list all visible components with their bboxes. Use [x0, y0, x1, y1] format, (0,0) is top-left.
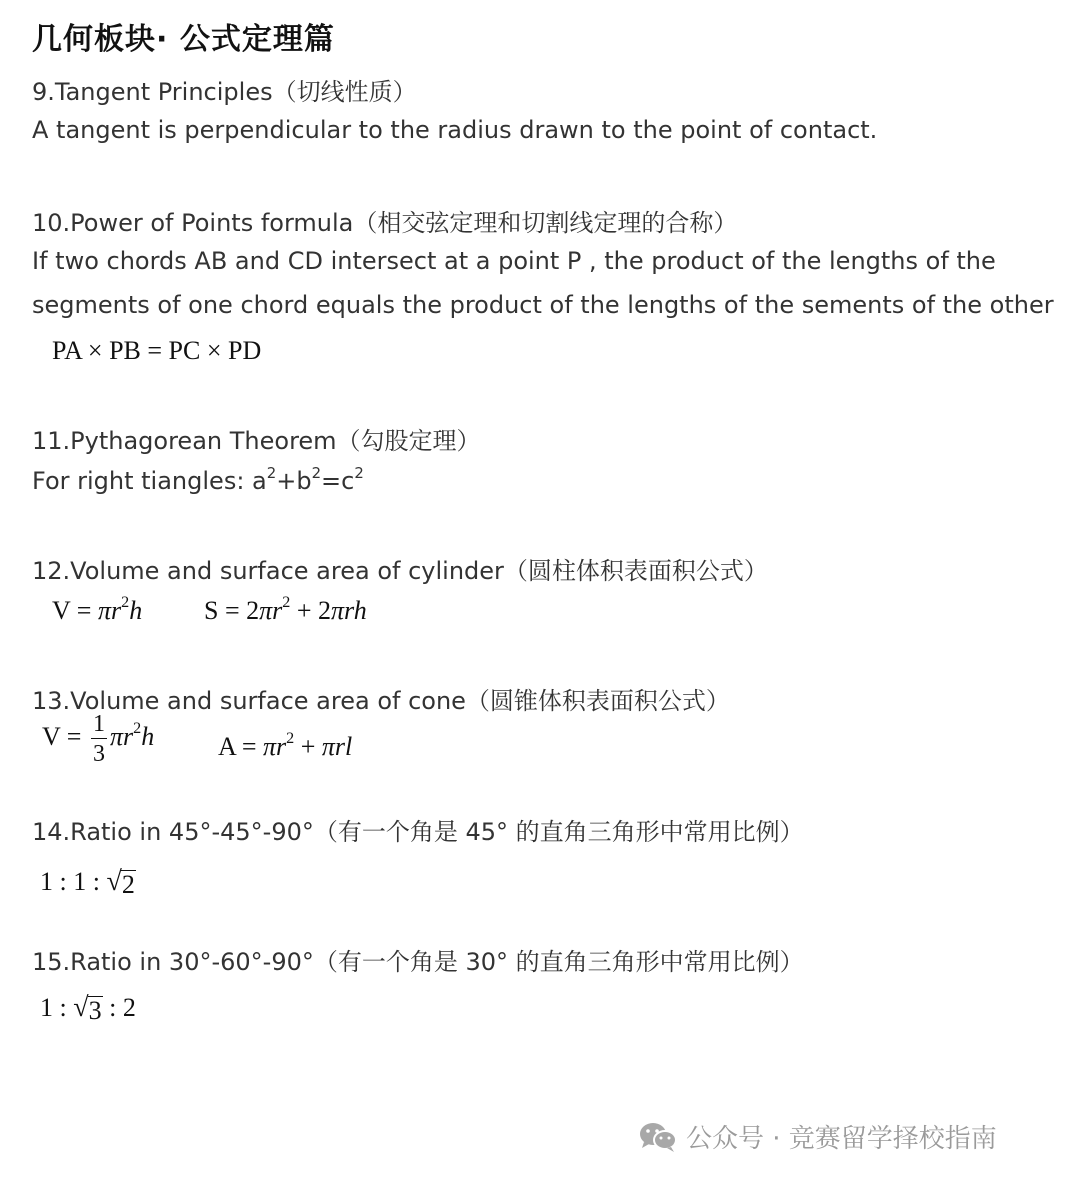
cyl-s-exp: 2 — [282, 594, 291, 611]
section-9-text: A tangent is perpendicular to the radius drawn to the point of contact. — [32, 116, 878, 144]
cyl-s-tail: πrh — [331, 596, 367, 626]
cylinder-surface-formula — [204, 594, 367, 626]
cone-a-pir: πr — [263, 732, 287, 762]
ratio-45-prefix: 1 : 1 : — [40, 867, 107, 896]
ratio-45-45-90 — [40, 866, 136, 898]
cyl-s-pir: πr — [259, 596, 283, 626]
equals-c: =c — [321, 467, 355, 496]
plus-b: +b — [276, 467, 312, 496]
ratio-30-prefix: 1 : — [40, 993, 74, 1022]
pythagorean-formula — [32, 464, 364, 495]
section-14-heading: 14.Ratio in 45°-45°-90°（有一个角是 45° 的直角三角形中常用比例） — [32, 818, 804, 846]
cone-v-pir: πr — [109, 721, 134, 751]
power-of-point-formula: PA × PB = PC × PD — [52, 336, 262, 365]
section-10-line-2: segments of one chord equals the product of the lengths of the sements of the other — [32, 291, 1054, 319]
sqrt-3: √ 3 — [73, 992, 102, 1025]
section-13-heading: 13.Volume and surface area of cone（圆锥体积表面积公式） — [32, 687, 730, 715]
section-15-heading: 15.Ratio in 30°-60°-90°（有一个角是 30° 的直角三角形中常用比例） — [32, 948, 804, 976]
cyl-s-lhs: S = 2 — [204, 596, 260, 626]
fraction-numerator: 1 — [92, 711, 105, 737]
sqrt-3-radicand: 3 — [88, 995, 102, 1025]
cyl-v-h: h — [129, 596, 143, 626]
cone-a-plus: + — [294, 732, 322, 762]
ratio-30-60-90 — [40, 992, 136, 1024]
wechat-icon — [638, 1121, 678, 1153]
sqrt-2-radicand: 2 — [121, 869, 135, 899]
cyl-v-exp: 2 — [121, 594, 130, 611]
exp-a: 2 — [266, 464, 277, 482]
cone-a-tail: πrl — [321, 732, 353, 762]
watermark-text: 公众号 · 竞赛留学择校指南 — [686, 1124, 997, 1154]
section-10-heading: 10.Power of Points formula（相交弦定理和切割线定理的合称） — [32, 209, 738, 237]
cyl-v-pir: πr — [97, 596, 122, 626]
section-9-heading: 9.Tangent Principles（切线性质） — [32, 78, 417, 106]
cone-volume-formula — [42, 712, 154, 766]
cone-a-lhs: A = — [218, 732, 264, 762]
fraction-denominator: 3 — [92, 741, 105, 767]
cyl-s-plus: + 2 — [290, 596, 332, 626]
cone-v-lhs: V = — [42, 721, 88, 751]
section-11-heading: 11.Pythagorean Theorem（勾股定理） — [32, 427, 481, 455]
section-12-heading: 12.Volume and surface area of cylinder（圆柱体积表面积公式） — [32, 557, 768, 585]
cylinder-volume-formula — [52, 594, 142, 626]
cone-v-exp: 2 — [133, 719, 142, 737]
watermark — [638, 1118, 997, 1155]
page-title: 几何板块· 公式定理篇 — [32, 22, 335, 57]
cone-a-exp: 2 — [286, 730, 295, 747]
cone-v-h: h — [141, 721, 155, 751]
exp-b: 2 — [311, 464, 322, 482]
pythagorean-prefix: For right tiangles: a — [32, 467, 267, 496]
one-third-fraction — [91, 712, 107, 766]
cyl-v-lhs: V = — [52, 596, 98, 626]
cone-surface-formula — [218, 730, 352, 762]
exp-c: 2 — [354, 464, 364, 482]
section-10-line-1: If two chords AB and CD intersect at a point P , the product of the lengths of the — [32, 247, 996, 275]
ratio-30-suffix: : 2 — [102, 993, 136, 1022]
sqrt-2: √ 2 — [106, 866, 135, 899]
